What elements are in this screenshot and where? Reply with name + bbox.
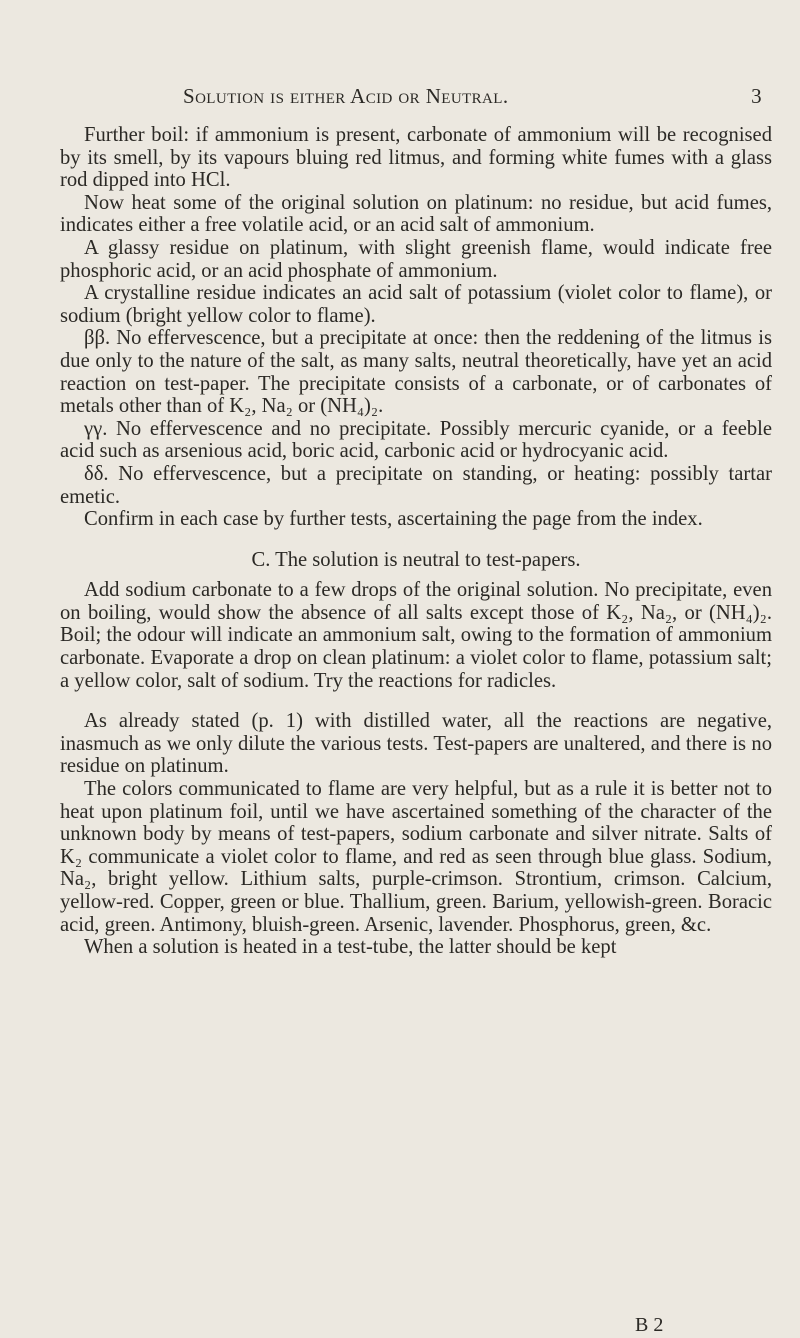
section-heading: C. The solution is neutral to test-papers. xyxy=(251,548,581,571)
page-number: 3 xyxy=(751,84,762,108)
paragraph: Further boil: if ammonium is present, carbonate of ammonium will be recognised by its smell, by its vapours bluing red litmus, and forming white fumes with a glass rod dipped into HCl. xyxy=(60,124,772,192)
running-title: Solution is either Acid or Neutral. xyxy=(183,84,509,108)
paragraph: A glassy residue on platinum, with slight greenish flame, would indicate free phosphoric acid, or an acid phosphate of ammonium. xyxy=(60,236,772,282)
paragraph: γγ. No effervescence and no precipitate. Possibly mercuric cyanide, or a feeble acid such as arsenious acid, boric acid, carbonic acid or hydrocyanic acid. xyxy=(60,417,772,463)
running-header xyxy=(183,84,778,112)
paragraph: ββ. No effervescence, but a precipitate at once: then the reddening of the litmus is due only to the nature of the salt, as many salts, neutral theoretically, have yet an acid reaction on test-paper. The precipitate consists of a carbonate, or of carbonates of metals other than of K₂, Na₂ or (NH₄)₂. xyxy=(60,327,772,418)
paragraph: A crystalline residue indicates an acid salt of potassium (violet color to flame), or sodium (bright yellow color to flame). xyxy=(60,282,772,327)
paragraph: Confirm in each case by further tests, ascertaining the page from the index. xyxy=(84,508,703,531)
paragraph: The colors communicated to flame are very helpful, but as a rule it is better not to heat upon platinum foil, until we have ascertained something of the character of the unknown body by means of test-papers, sodium carbonate and silver nitrate. Salts of K₂ communicate a violet color to flame, and red as seen through blue glass. Sodium, Na₂, bright yellow. Lithium salts, purple-crimson. Strontium, crimson. Calcium, yellow-red. Copper, green or blue. Thallium, green. Barium, yellowish-green. Boracic acid, green. Antimony, bluish-green. Arsenic, lavender. Phosphorus, green, &c. xyxy=(60,778,772,936)
paragraph: When a solution is heated in a test-tube, the latter should be kept xyxy=(84,936,617,959)
paragraph: δδ. No effervescence, but a precipitate on standing, or heating: possibly tartar emetic. xyxy=(60,462,772,508)
paragraph: As already stated (p. 1) with distilled water, all the reactions are negative, inasmuch as we only dilute the various tests. Test-papers are unaltered, and there is no residue on platinum. xyxy=(60,710,772,778)
body-text xyxy=(60,124,772,959)
paragraph: Now heat some of the original solution on platinum: no residue, but acid fumes, indicates either a free volatile acid, or an acid salt of ammonium. xyxy=(60,191,772,237)
signature-mark: B 2 xyxy=(635,1314,664,1336)
paragraph: Add sodium carbonate to a few drops of the original solution. No precipitate, even on boiling, would show the absence of all salts except those of K₂, Na₂, or (NH₄)₂. Boil; the odour will indicate an ammonium salt, owing to the formation of ammonium carbonate. Evaporate a drop on clean platinum: a violet color to flame, potassium salt; a yellow color, salt of sodium. Try the reactions for radicles. xyxy=(60,579,772,692)
